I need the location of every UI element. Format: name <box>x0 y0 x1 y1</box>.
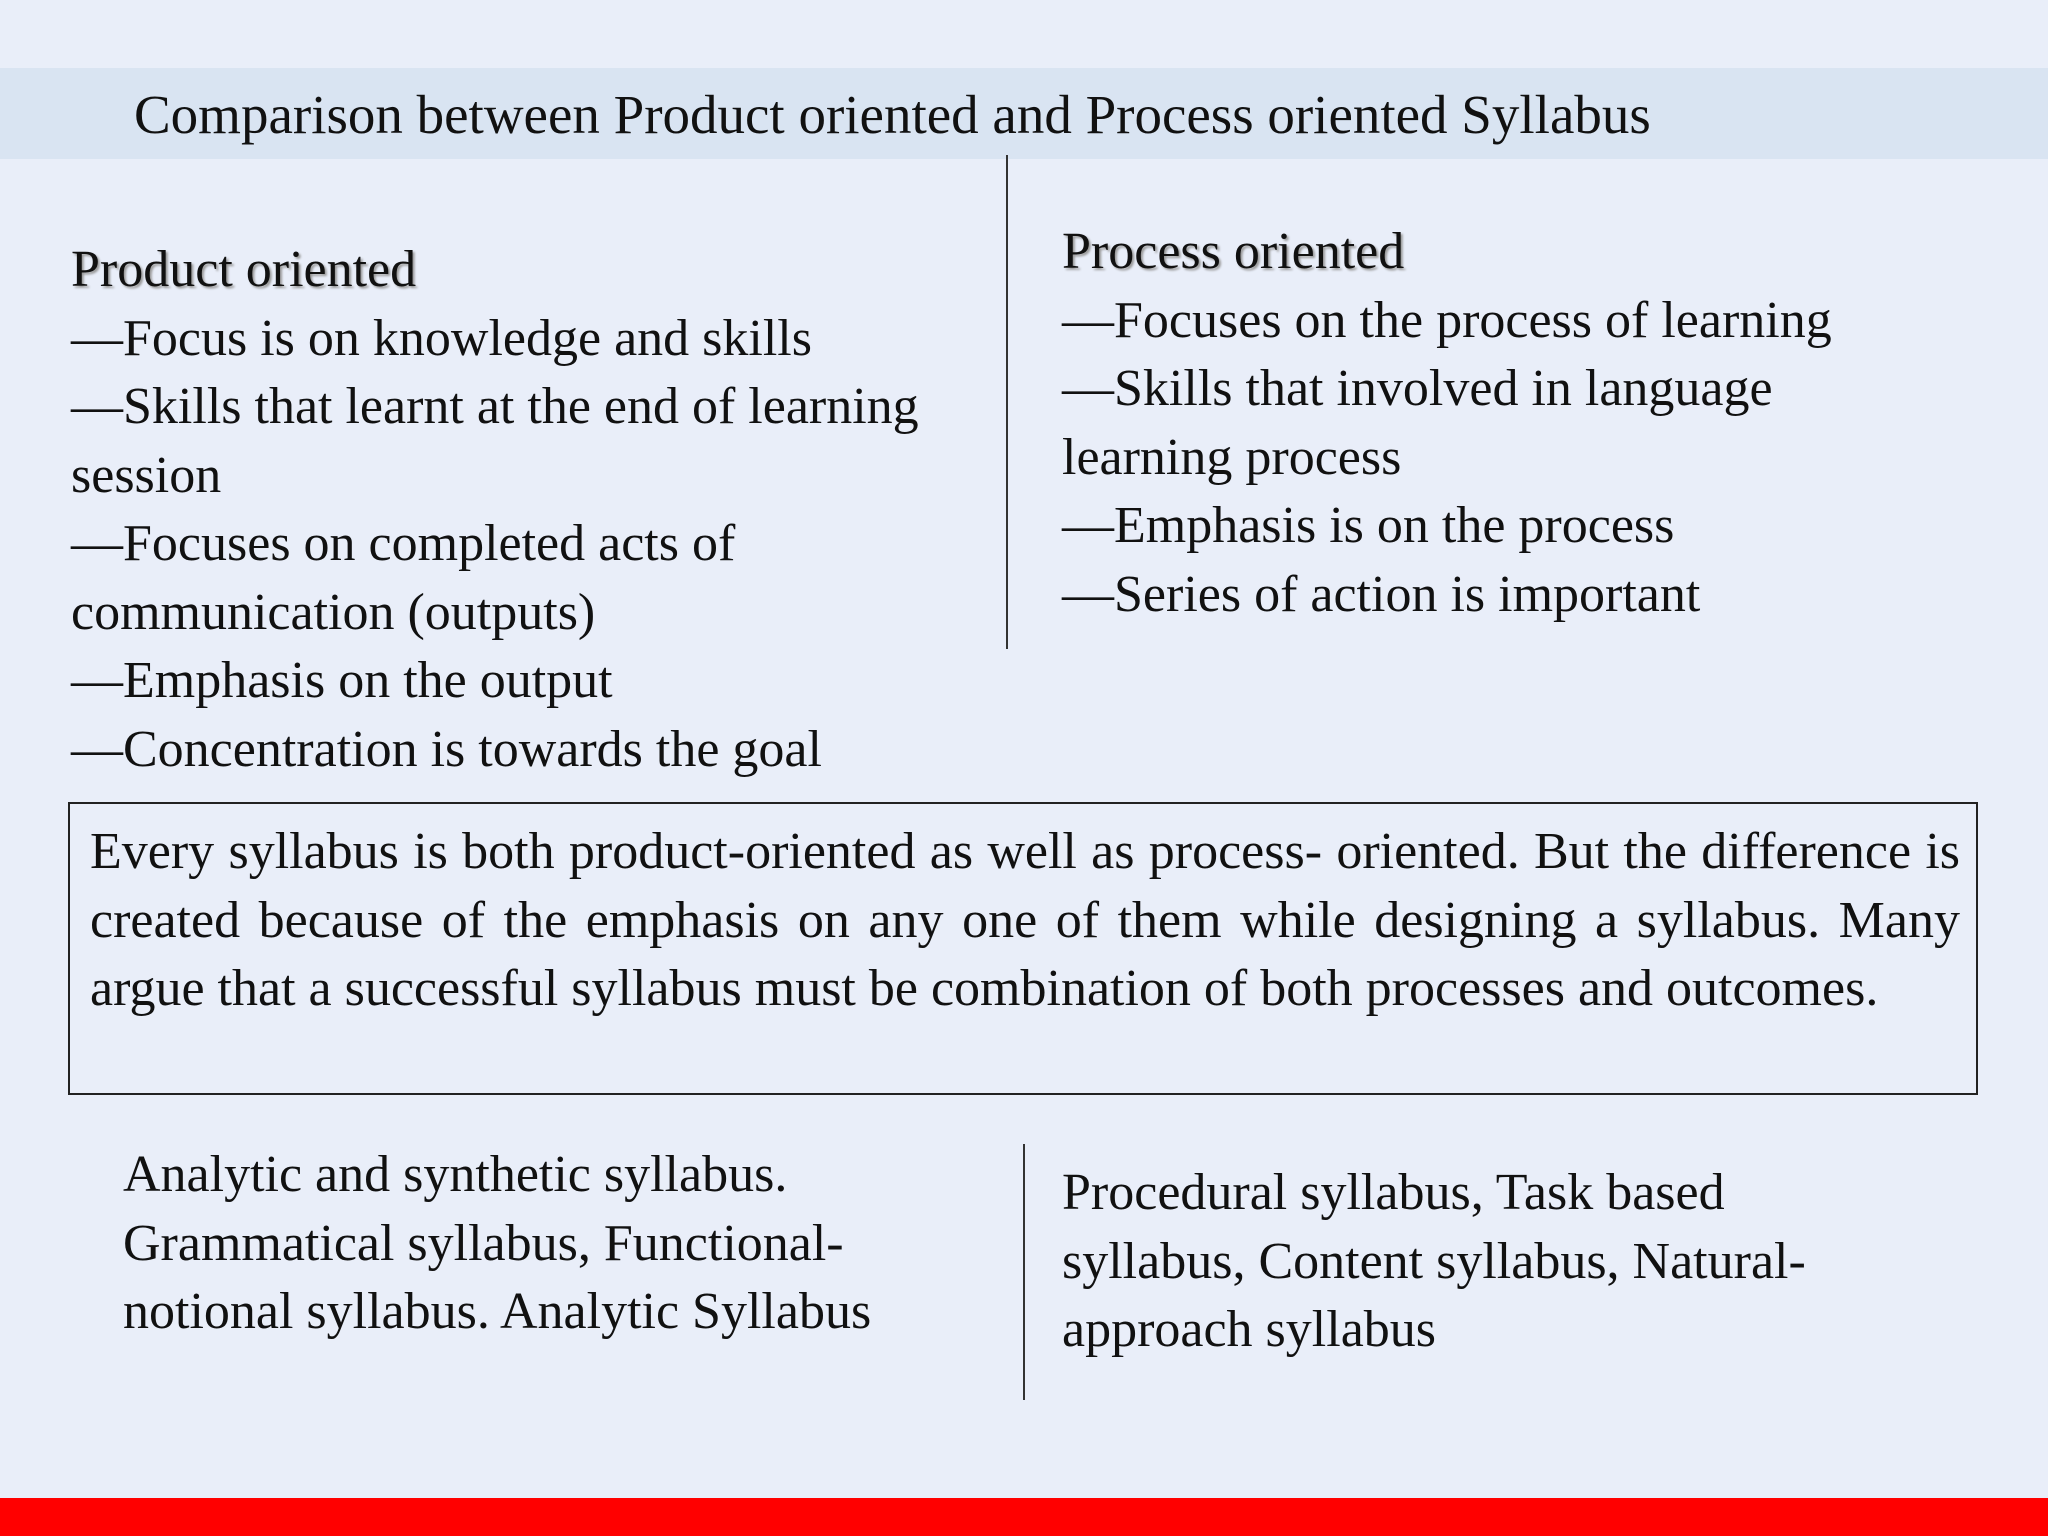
product-example-line: notional syllabus. Analytic Syllabus <box>123 1283 872 1340</box>
process-point: —Focuses on the process of learning <box>1062 291 1832 349</box>
product-oriented-heading: Product oriented <box>71 241 417 298</box>
product-point: —Skills that learnt at the end of learning <box>71 378 919 435</box>
product-oriented-column <box>71 236 1006 784</box>
product-examples <box>123 1141 1003 1347</box>
process-example-line: Procedural syllabus, Task based <box>1062 1164 1725 1221</box>
process-oriented-column <box>1062 218 2002 629</box>
slide-title: Comparison between Product oriented and Process oriented Syllabus <box>134 84 1651 145</box>
footer-bar <box>0 1498 2048 1536</box>
product-point: —Focus is on knowledge and skills <box>71 309 812 367</box>
process-point: learning process <box>1062 428 1402 486</box>
summary-box <box>68 802 1978 1095</box>
product-point: —Concentration is towards the goal <box>71 720 822 778</box>
process-oriented-heading: Process oriented <box>1062 223 1405 280</box>
product-point: session <box>71 446 222 504</box>
process-example-line: approach syllabus <box>1062 1301 1437 1358</box>
process-example-line: syllabus, Content syllabus, Natural- <box>1062 1232 1806 1290</box>
product-example-line: Analytic and synthetic syllabus. <box>123 1146 788 1203</box>
product-point: —Focuses on completed acts of <box>71 515 736 572</box>
column-divider-top <box>1006 155 1008 649</box>
process-examples <box>1062 1159 1962 1365</box>
summary-text: Every syllabus is both product-oriented as well as process- oriented. But the difference is created because of the emphasis on any one of them while designing a syllabus. Many argue that a successful syllabus must be combination of both processes and outcomes. <box>90 823 1960 1017</box>
product-example-line: Grammatical syllabus, Functional- <box>123 1214 844 1272</box>
process-point: —Emphasis is on the process <box>1062 497 1675 554</box>
process-point: —Series of action is important <box>1062 565 1701 623</box>
process-point: —Skills that involved in language <box>1062 360 1773 417</box>
column-divider-bottom <box>1023 1144 1025 1400</box>
product-point: —Emphasis on the output <box>71 652 613 709</box>
product-point: communication (outputs) <box>71 583 596 641</box>
